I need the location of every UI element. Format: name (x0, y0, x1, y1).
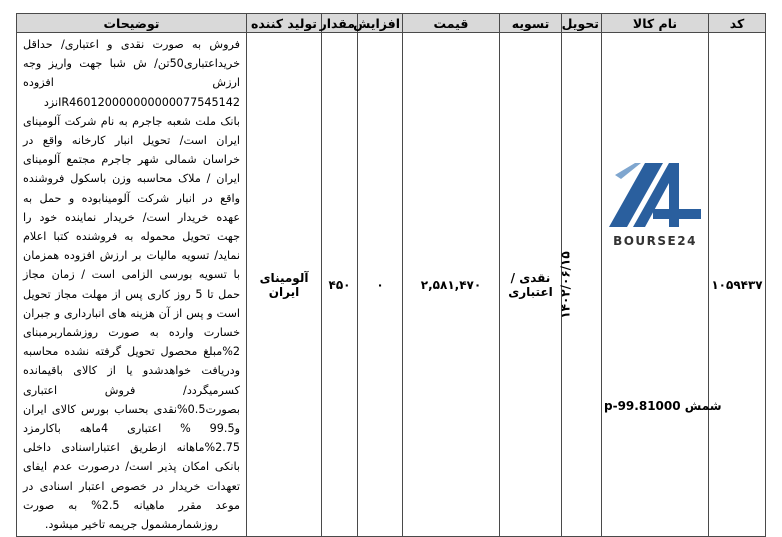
cell-code: ۱۰۵۹۴۳۷ (709, 33, 766, 537)
cell-quantity: ۴۵۰ (322, 33, 358, 537)
delivery-date: ۱۴۰۲/۰۶/۱۵ (558, 250, 573, 319)
header-producer: تولید کننده (247, 14, 322, 33)
cell-delivery (558, 33, 602, 537)
header-code: کد (709, 14, 766, 33)
cell-increase: ۰ (358, 33, 403, 537)
header-row (17, 14, 766, 33)
logo-text: BOURSE24 (613, 233, 697, 248)
cell-settlement: نقدی / اعتباری (500, 33, 562, 537)
table-row (17, 33, 766, 537)
header-price: قیمت (403, 14, 500, 33)
header-settlement: تسویه (500, 14, 562, 33)
header-increase: افزایش (358, 14, 403, 33)
header-delivery: تحویل (562, 14, 602, 33)
cell-price: ۲,۵۸۱,۴۷۰ (403, 33, 500, 537)
header-description: توضیحات (17, 14, 247, 33)
offer-table (16, 13, 766, 537)
header-product-name: نام کالا (602, 14, 709, 33)
cell-product-name (602, 33, 722, 537)
bourse24-logo (605, 157, 705, 249)
offer-table-container (16, 13, 765, 532)
product-name: p-99.8شمش 1000 (604, 398, 722, 413)
cell-producer: آلومینای ایران (247, 33, 322, 537)
cell-description: فروش به صورت نقدی و اعتباری/ حداقل خریداعتباری50تن/ ش شبا جهت واریز وجه ارزش افزوده IR460120000000000077545142نزد بانک ملت شعبه جاجرم به نام شرکت آلومینای ایران است/ تحویل انبار کارخانه واقع در خراسان شمالی شهر جاجرم مجتمع آلومینای ایران / ملاک محاسبه وزن باسکول فروشنده واقع در انبار شرکت آلومینابوده و حمل به عهده خریدار است/ خریدار نماینده خود را جهت تحویل محموله به فروشنده کتبا اعلام نماید/ تسویه مالیات بر ارزش افزوده همزمان با تسویه بورسی الزامی است / زمان مجاز حمل تا 5 روز کاری پس از مهلت مجاز تحویل است و پس از آن هزینه های انبارداری و جبران خسارت وارده به صورت روزشماربرمبنای 2%مبلغ محصول تحویل گرفته نشده محاسبه ودریافت خواهدشدو یا از کالای باقیمانده کسرمیگردد/ فروش اعتباری بصورت0.5%نقدی بحساب بورس کالای ایران و99.5 % اعتباری 4ماهه باکارمزد 2.75%ماهانه ازطریق اعتباراسنادی داخلی بانکی امکان پذیر است/ درصورت عدم ایفای تعهدات خریدار در خصوص اعتبار اسنادی در موعد مقرر ماهیانه 2.5% به صورت روزشمارمشمول جریمه تاخیر میشود. (17, 33, 247, 537)
header-quantity: مقدار (322, 14, 358, 33)
